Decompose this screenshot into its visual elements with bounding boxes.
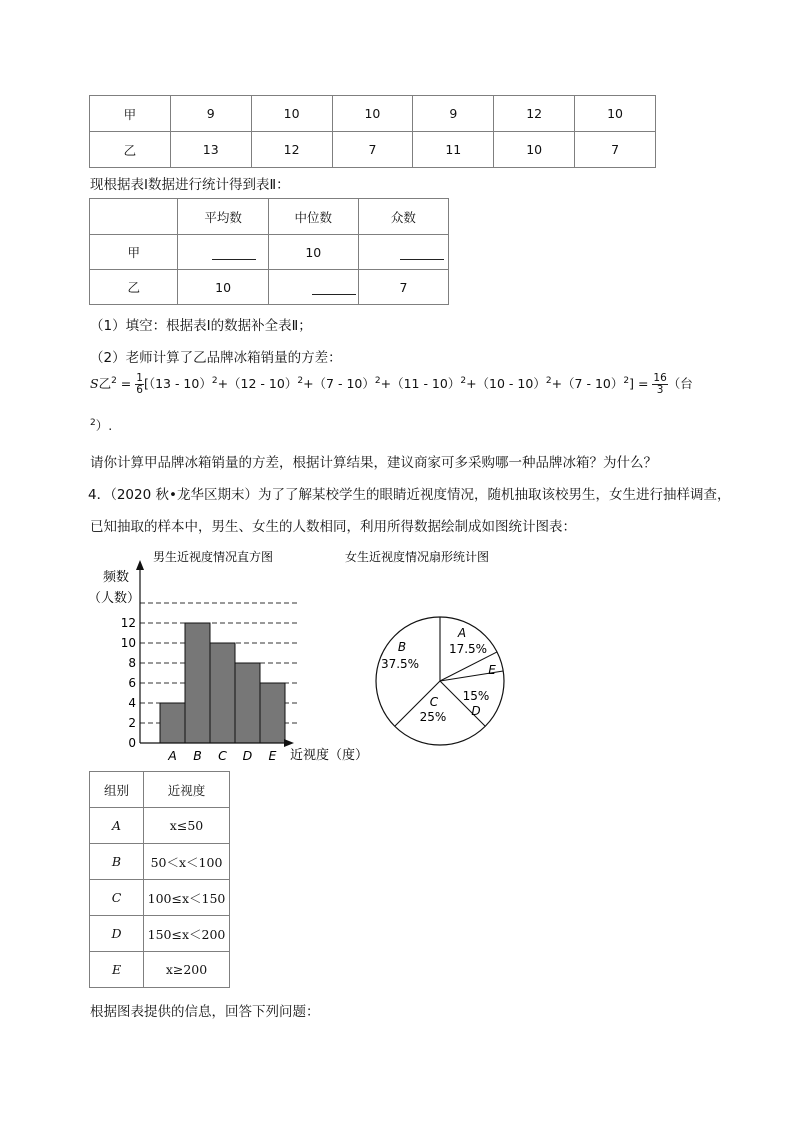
x-axis-label: 近视度（度） [290, 748, 369, 763]
problem-4-line-2: 已知抽取的样本中，男生、女生的人数相同，利用所得数据绘制成如图统计图表： [90, 519, 576, 535]
bar [235, 663, 260, 743]
table-cell: 7 [358, 270, 448, 305]
x-tick-label: A [168, 748, 177, 763]
table-cell: A [90, 808, 144, 844]
table-cell: 100≤x＜150 [144, 880, 230, 916]
table-cell: 12 [251, 132, 332, 168]
pie-slice-label: C [429, 695, 439, 709]
table-cell: 11 [413, 132, 494, 168]
fraction: $\frac{16}{3}$ [653, 372, 667, 396]
x-tick-label: E [268, 748, 277, 763]
table-cell: 7 [332, 132, 413, 168]
table-cell: C [90, 880, 144, 916]
pie-slice-percent: 25% [419, 710, 447, 724]
table-cell: 50＜x＜100 [144, 844, 230, 880]
table-cell: B [90, 844, 144, 880]
table-cell: 13 [170, 132, 251, 168]
answer-blank[interactable] [358, 235, 448, 270]
group-table [89, 771, 230, 988]
question-1: （1）填空：根据表Ⅰ的数据补全表Ⅱ； [90, 318, 312, 334]
pie-slice-label: A [457, 626, 467, 640]
table-header-row [90, 199, 449, 235]
table-row [90, 844, 230, 880]
bar [260, 683, 285, 743]
header-cell [90, 199, 178, 235]
formula-unit-end: $^2$）. [90, 417, 113, 433]
answer-blank[interactable] [178, 235, 268, 270]
header-cell: 平均数 [178, 199, 268, 235]
table-header-row [90, 772, 230, 808]
table-cell: 10 [178, 270, 268, 305]
table-row [90, 270, 449, 305]
table-row [90, 235, 449, 270]
x-axis-arrow [284, 739, 294, 747]
table-cell: x≤50 [144, 808, 230, 844]
table-cell: E [90, 952, 144, 988]
y-tick-label: 10 [120, 636, 136, 650]
table-cell: 10 [251, 96, 332, 132]
bar [160, 703, 185, 743]
pie-slice-label: E [488, 663, 496, 677]
header-cell: 中位数 [268, 199, 358, 235]
charts-figure [0, 540, 794, 780]
y-tick-label: 2 [128, 716, 136, 730]
table-cell: 10 [494, 132, 575, 168]
pie-slice-label: B [397, 640, 407, 654]
table-cell: 9 [413, 96, 494, 132]
x-tick-label: D [242, 748, 253, 763]
question-2-ask: 请你计算甲品牌冰箱销量的方差，根据计算结果，建议商家可多采购哪一种品牌冰箱？为什么？ [90, 455, 657, 471]
pie-slice-percent: 37.5% [380, 657, 420, 671]
pie-slice-percent: 15% [462, 689, 490, 703]
histogram [121, 560, 300, 763]
y-tick-label: 12 [120, 616, 136, 630]
table-row [90, 916, 230, 952]
table-cell: 10 [268, 235, 358, 270]
table-row [90, 96, 656, 132]
fraction: $\frac{1}{6}$ [136, 372, 143, 396]
y-axis-arrow [136, 560, 144, 570]
x-tick-label: B [193, 748, 202, 763]
answer-blank[interactable] [268, 270, 358, 305]
pie-chart [376, 617, 504, 745]
table2-intro: 现根据表Ⅰ数据进行统计得到表Ⅱ： [90, 177, 290, 193]
table-cell: 12 [494, 96, 575, 132]
sales-table-1 [89, 95, 656, 168]
table-cell: x≥200 [144, 952, 230, 988]
table-cell: 150≤x＜200 [144, 916, 230, 952]
variance-formula: S乙$^2$ = $\frac{1}{6}$ [（13 - 10）$^2$+（12 - 10）$^2$+（7 - 10）$^2$+（11 - 10）$^2$+（10 - 10）$^2$+（7 - 10）$^2$] = $\frac{16}{3}$ （台 [90, 372, 693, 396]
table-row [90, 952, 230, 988]
bar [210, 643, 235, 743]
header-cell: 组别 [90, 772, 144, 808]
stats-table-2 [89, 198, 449, 305]
y-axis-label-2: （人数） [88, 591, 141, 606]
closing-prompt: 根据图表提供的信息，回答下列问题： [90, 1004, 320, 1020]
y-axis-label-1: 频数 [103, 570, 130, 585]
bar [185, 623, 210, 743]
header-cell: 近视度 [144, 772, 230, 808]
x-tick-label: C [218, 748, 227, 763]
table-cell: D [90, 916, 144, 952]
row-name: 乙 [90, 270, 178, 305]
y-tick-label: 0 [128, 736, 136, 750]
row-name: 乙 [90, 132, 171, 168]
question-2: （2）老师计算了乙品牌冰箱销量的方差： [90, 350, 342, 366]
y-tick-label: 8 [128, 656, 136, 670]
table-cell: 7 [575, 132, 656, 168]
table-cell: 10 [575, 96, 656, 132]
problem-4-line-1: 4．（2020 秋•龙华区期末）为了了解某校学生的眼睛近视度情况，随机抽取该校男生，女生进行抽样调查， [88, 487, 731, 503]
header-cell: 众数 [358, 199, 448, 235]
pie-slice-percent: 17.5% [448, 642, 488, 656]
y-tick-label: 4 [128, 696, 136, 710]
y-tick-label: 6 [128, 676, 136, 690]
histogram-title: 男生近视度情况直方图 [153, 550, 274, 564]
table-row [90, 132, 656, 168]
table-row [90, 880, 230, 916]
row-name: 甲 [90, 235, 178, 270]
pie-slice-label: D [471, 704, 481, 718]
table-cell: 9 [170, 96, 251, 132]
table-cell: 10 [332, 96, 413, 132]
pie-title: 女生近视度情况扇形统计图 [345, 550, 490, 564]
table-row [90, 808, 230, 844]
row-name: 甲 [90, 96, 171, 132]
